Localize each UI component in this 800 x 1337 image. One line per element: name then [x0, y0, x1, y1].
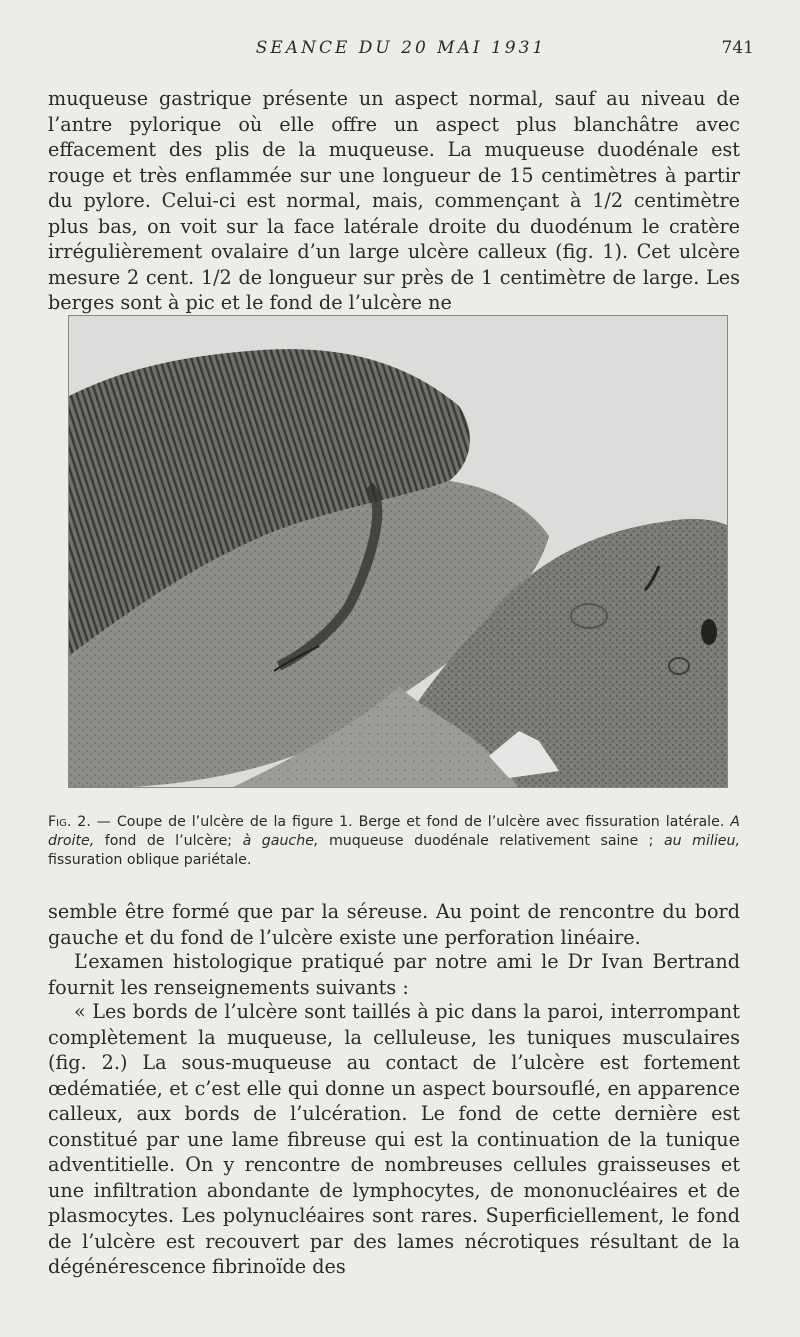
- histology-figure: [68, 315, 728, 788]
- paragraph-4: « Les bords de l’ulcère sont taillés à pic dans la paroi, interrompant complètement la muqueuse, la celluleuse, les tuniques musculaires (fig. 2.) La sous-muqueuse au contact de l’ulcère est fortement œdématiée, et c’est elle qui donne un aspect boursouflé, en apparence calleux, aux bords de l’ulcération. Le fond de cette dernière est constitué par une lame fibreuse qui est la continuation de la tunique adventitielle. On y rencontre de nombreuses cellules graisseuses et une infiltration abondante de lymphocytes, de mononucléaires et de plasmocytes. Les polynucléaires sont rares. Superficiellement, le fond de l’ulcère est recouvert par des lames nécrotiques résultant de la dégénérescence fibrinoïde des: [48, 1000, 740, 1278]
- paragraph-3: L’examen histologique pratiqué par notre ami le Dr Ivan Bertrand fournit les renseignements suivants :: [48, 950, 740, 999]
- figure-caption: [48, 813, 740, 870]
- caption-label: Fig. 2.: [48, 814, 91, 830]
- caption-emphasis: à gauche,: [242, 833, 319, 849]
- paragraph-2: semble être formé que par la séreuse. Au point de rencontre du bord gauche et du fond de l’ulcère existe une perforation linéaire.: [48, 900, 740, 949]
- running-title: SEANCE DU 20 MAI 1931: [255, 38, 547, 58]
- caption-emphasis: A droite,: [48, 814, 740, 849]
- caption-text: fond de l’ulcère;: [94, 833, 243, 849]
- vessel-mark: [701, 619, 717, 645]
- paragraph-1: muqueuse gastrique présente un aspect normal, sauf au niveau de l’antre pylorique où elle offre un aspect plus blanchâtre avec effacement des plis de la muqueuse. La muqueuse duodénale est rouge et très enflammée sur une longueur de 15 centimètres à partir du pylore. Celui-ci est normal, mais, commençant à 1/2 centimètre plus bas, on voit sur la face latérale droite du duodénum le cratère irrégulièrement ovalaire d’un large ulcère calleux (fig. 1). Cet ulcère mesure 2 cent. 1/2 de longueur sur près de 1 centimètre de large. Les berges sont à pic et le fond de l’ulcère ne: [48, 87, 740, 314]
- histology-micrograph: [69, 316, 728, 788]
- caption-text: muqueuse duodénale relativement saine ;: [318, 833, 664, 849]
- caption-text: — Coupe de l’ulcère de la figure 1. Berge et fond de l’ulcère avec fissuration latérale.: [90, 814, 731, 830]
- running-header: [48, 38, 754, 62]
- page-number: 741: [721, 38, 754, 58]
- caption-text: fissuration oblique pariétale.: [48, 852, 252, 868]
- caption-emphasis: au milieu,: [663, 833, 741, 849]
